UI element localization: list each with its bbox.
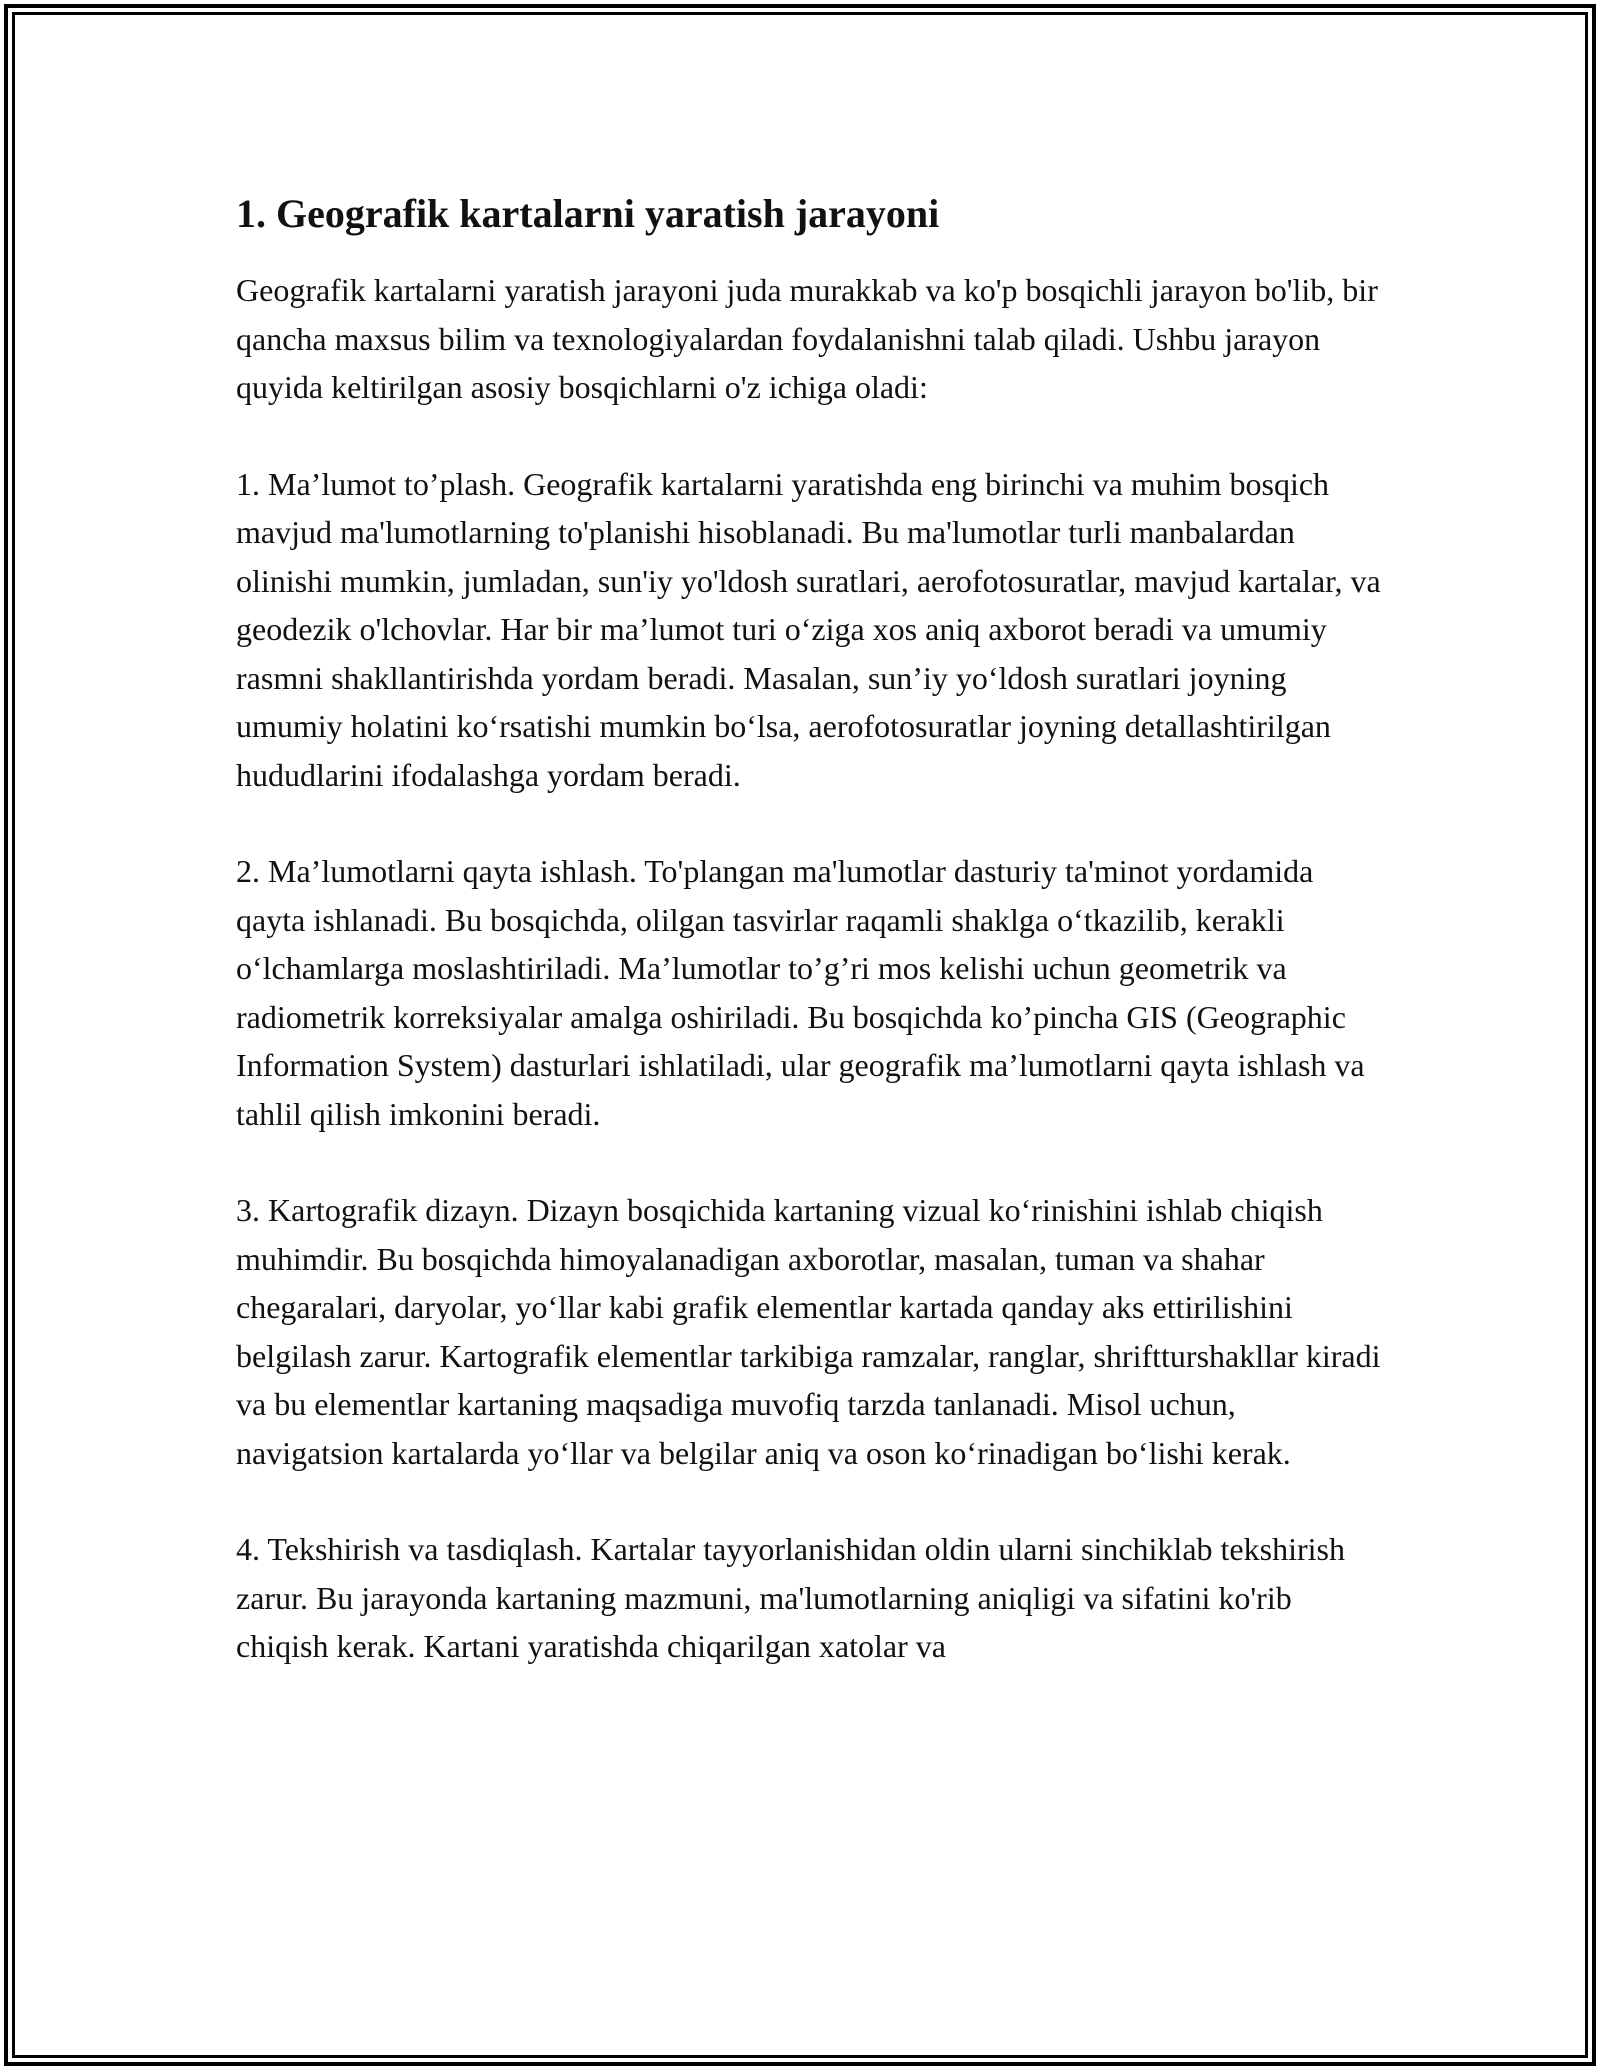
step-2-paragraph: 2. Ma’lumotlarni qayta ishlash. To'plangan ma'lumotlar dasturiy ta'minot yordamida qayta ishlanadi. Bu bosqichda, olilgan tasvirlar raqamli shaklga o‘tkazilib, kerakli o‘lchamlarga moslashtiriladi. Ma’lumotlar to’g’ri mos kelishi uchun geometrik va radiometrik korreksiyalar amalga oshiriladi. Bu bosqichda ko’pincha GIS (Geographic Information System) dasturlari ishlatiladi, ular geografik ma’lumotlarni qayta ishlash va tahlil qilish imkonini beradi.	[236, 853, 1365, 1132]
document-body	[236, 188, 1386, 1719]
step-3-paragraph: 3. Kartografik dizayn. Dizayn bosqichida kartaning vizual ko‘rinishini ishlab chiqish muhimdir. Bu bosqichda himoyalanadigan axborotlar, masalan, tuman va shahar chegaralari, daryolar, yo‘llar kabi grafik elementlar kartada qanday aks ettirilishini belgilash zarur. Kartografik elementlar tarkibiga ramzalar, ranglar, shriftturshakllar kiradi va bu elementlar kartaning maqsadiga muvofiq tarzda tanlanadi. Misol uchun, navigatsion kartalarda yo‘llar va belgilar aniq va oson ko‘rinadigan bo‘lishi kerak.	[236, 1192, 1381, 1471]
step-1-paragraph: 1. Ma’lumot to’plash. Geografik kartalarni yaratishda eng birinchi va muhim bosqich mavjud ma'lumotlarning to'planishi hisoblanadi. Bu ma'lumotlar turli manbalardan olinishi mumkin, jumladan, sun'iy yo'ldosh suratlari, aerofotosuratlar, mavjud kartalar, va geodezik o'lchovlar. Har bir ma’lumot turi o‘ziga xos aniq axborot beradi va umumiy rasmni shakllantirishda yordam beradi. Masalan, sun’iy yo‘ldosh suratlari joyning umumiy holatini ko‘rsatishi mumkin bo‘lsa, aerofotosuratlar joyning detallashtirilgan hududlarini ifodalashga yordam beradi.	[236, 465, 1381, 793]
section-heading: 1. Geografik kartalarni yaratish jarayoni	[236, 191, 940, 236]
intro-paragraph: Geografik kartalarni yaratish jarayoni juda murakkab va ko'p bosqichli jarayon bo'lib, bir qancha maxsus bilim va texnologiyalardan foydalanishni talab qiladi. Ushbu jarayon quyida keltirilgan asosiy bosqichlarni o'z ichiga oladi:	[236, 272, 1378, 405]
step-4-paragraph: 4. Tekshirish va tasdiqlash. Kartalar tayyorlanishidan oldin ularni sinchiklab tekshirish zarur. Bu jarayonda kartaning mazmuni, ma'lumotlarning aniqligi va sifatini ko'rib chiqish kerak. Kartani yaratishda chiqarilgan xatolar va	[236, 1531, 1345, 1664]
